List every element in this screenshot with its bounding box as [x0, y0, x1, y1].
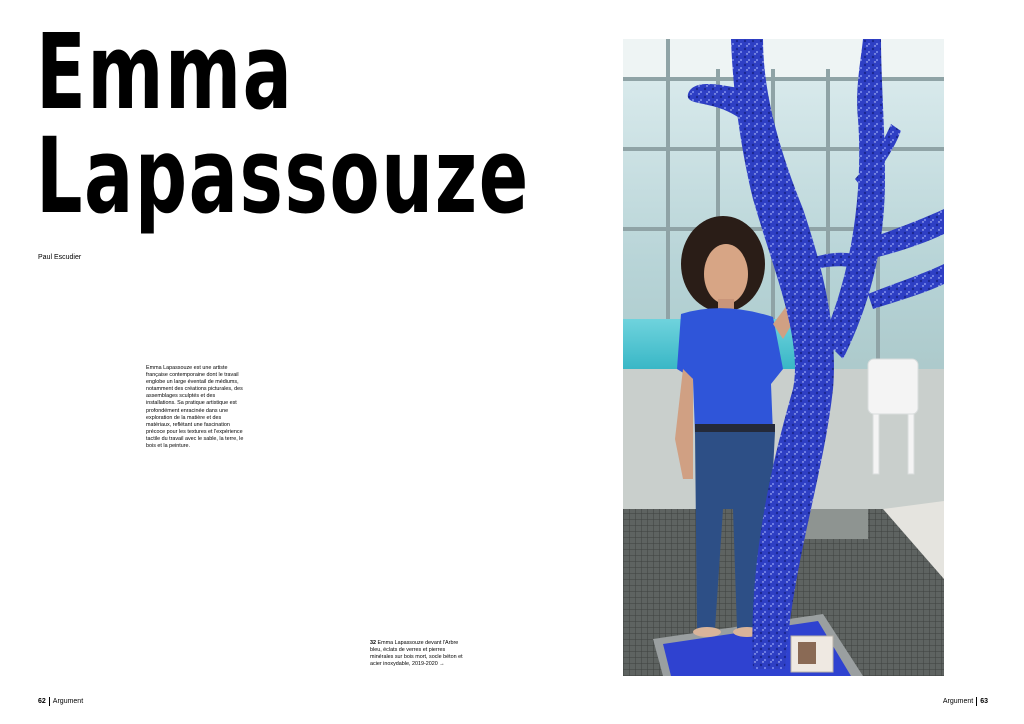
title-line-first-name: Emma: [36, 11, 294, 133]
roof-panels: [623, 39, 944, 79]
section-name-right: Argument: [942, 698, 974, 705]
section-name-left: Argument: [52, 698, 84, 705]
plaque-photo: [798, 642, 816, 664]
byline: Paul Escudier: [38, 254, 82, 261]
caption-text: Emma Lapassouze devant l'Arbre bleu, éclats de verres et pierres minérales sur bois mort, socle béton et acier inoxydable, 2019-2020: [370, 640, 463, 668]
folio-left: [38, 697, 83, 706]
article-title: [36, 11, 530, 237]
folio-divider: [976, 697, 977, 706]
intro-paragraph: Emma Lapassouze est une artiste française contemporaine dont le travail englobe un large éventail de médiums, notamment des créations picturales, des assemblages sculptés et des installations. Sa pratique artistique est profondément enracinée dans une exploration de la matière et des matériaux, reflétant une fascination précoce pour les textures et l'expérience tactile du travail avec le sable, la terre, le bois et la peinture.: [146, 365, 244, 450]
photo-caption: [370, 640, 466, 668]
page-number-left: 62: [38, 698, 46, 705]
folio-right: [943, 697, 988, 706]
artist-photo: [623, 39, 944, 676]
page-number-right: 63: [980, 698, 988, 705]
title-line-last-name: Lapassouze: [36, 115, 530, 237]
caption-number: 32: [370, 640, 376, 646]
photo-illustration: [623, 39, 944, 676]
folio-divider: [49, 697, 50, 706]
caption-arrow-icon: →: [439, 661, 445, 668]
